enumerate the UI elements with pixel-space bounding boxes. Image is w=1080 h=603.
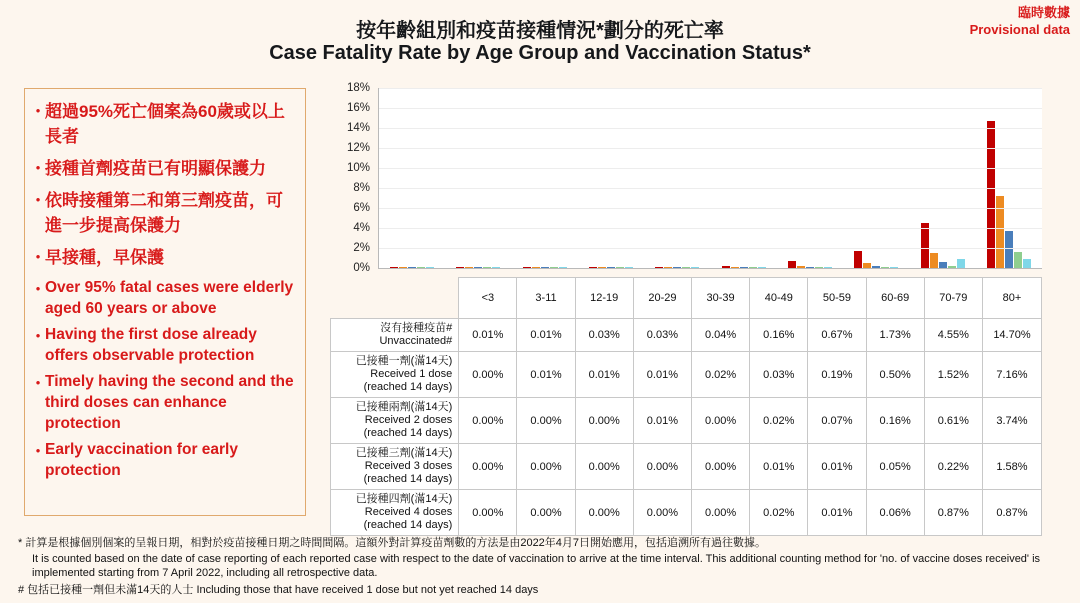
bar-group bbox=[909, 88, 975, 268]
bullet-dot-icon: • bbox=[35, 192, 41, 207]
table-cell: 0.01% bbox=[633, 398, 691, 444]
key-point bbox=[31, 156, 297, 181]
bar bbox=[390, 267, 398, 269]
key-point-text: 依時接種第二和第三劑疫苗，可進一步提高保護力 bbox=[45, 191, 283, 235]
table-cell: 0.03% bbox=[633, 319, 691, 352]
y-axis-tick-label: 12% bbox=[346, 142, 370, 154]
table-cell: 0.00% bbox=[633, 444, 691, 490]
bar bbox=[797, 266, 805, 268]
plot-area bbox=[378, 88, 1042, 269]
column-header: 60-69 bbox=[866, 278, 924, 319]
provisional-data-en: Provisional data bbox=[969, 22, 1070, 37]
bar bbox=[664, 267, 672, 269]
bar bbox=[408, 267, 416, 269]
gridline bbox=[379, 188, 1042, 189]
bar bbox=[492, 267, 500, 269]
table-cell: 0.00% bbox=[459, 352, 517, 398]
bullet-dot-icon: • bbox=[35, 443, 41, 458]
bar bbox=[890, 267, 898, 269]
row-label-en2: (reached 14 days) bbox=[363, 381, 453, 393]
table-cell: 0.00% bbox=[633, 490, 691, 536]
key-point bbox=[31, 324, 297, 366]
row-label bbox=[331, 490, 459, 536]
row-label bbox=[331, 444, 459, 490]
table-cell: 3.74% bbox=[982, 398, 1041, 444]
table-cell: 0.00% bbox=[459, 490, 517, 536]
y-axis-tick-label: 18% bbox=[346, 82, 370, 94]
table-cell: 0.61% bbox=[924, 398, 982, 444]
table-row bbox=[331, 490, 1042, 536]
table-cell: 0.02% bbox=[750, 398, 808, 444]
footnote-1-en: It is counted based on the date of case reporting of each reported case with respect to the date of vaccination to arrive at the time interval. This additional counting method for 'no. of vaccine doses received' is implemented starting from 7 April 2022, including all retrospective data. bbox=[32, 553, 1041, 579]
footnotes bbox=[18, 536, 1068, 597]
column-header: 80+ bbox=[982, 278, 1041, 319]
y-axis-tick-label: 0% bbox=[353, 262, 370, 274]
bar-group bbox=[512, 88, 578, 268]
key-point-text: 接種首劑疫苗已有明顯保護力 bbox=[45, 159, 266, 178]
row-label bbox=[331, 319, 459, 352]
bar bbox=[523, 267, 531, 269]
table-cell: 0.87% bbox=[982, 490, 1041, 536]
column-header: <3 bbox=[459, 278, 517, 319]
key-point-text: Having the first dose already offers observable protection bbox=[45, 326, 257, 364]
gridline bbox=[379, 128, 1042, 129]
table-cell: 0.03% bbox=[750, 352, 808, 398]
y-axis-tick-label: 14% bbox=[346, 122, 370, 134]
row-label-zh: 已接種一劑(滿14天) bbox=[355, 355, 453, 367]
y-axis-tick-label: 16% bbox=[346, 102, 370, 114]
bar bbox=[417, 267, 425, 269]
footnote-1-zh: * 計算是根據個別個案的呈報日期，相對於疫苗接種日期之時間間隔。這額外對計算疫苗劑數的方法是由2022年4月7日開始應用，包括追溯所有過往數據。 bbox=[18, 537, 767, 549]
bar bbox=[1023, 259, 1031, 268]
bar bbox=[598, 267, 606, 269]
key-point bbox=[31, 99, 297, 149]
key-points-panel bbox=[24, 88, 306, 516]
row-label-en: Received 4 doses bbox=[364, 506, 453, 518]
bar-group bbox=[777, 88, 843, 268]
bar bbox=[559, 267, 567, 269]
key-point-text: Early vaccination for early protection bbox=[45, 441, 238, 479]
table-cell: 0.02% bbox=[750, 490, 808, 536]
column-header: 30-39 bbox=[692, 278, 750, 319]
table-cell: 14.70% bbox=[982, 319, 1041, 352]
bar bbox=[930, 253, 938, 268]
bar bbox=[465, 267, 473, 269]
bar bbox=[541, 267, 549, 269]
bar bbox=[948, 266, 956, 268]
bar-group bbox=[578, 88, 644, 268]
table-cell: 0.16% bbox=[750, 319, 808, 352]
bar bbox=[625, 267, 633, 269]
table-cell: 0.01% bbox=[459, 319, 517, 352]
table-cell: 0.00% bbox=[517, 398, 575, 444]
table-cell: 1.52% bbox=[924, 352, 982, 398]
table-cell: 0.00% bbox=[459, 444, 517, 490]
page-title-en: Case Fatality Rate by Age Group and Vaccination Status* bbox=[269, 42, 811, 64]
table-cell: 0.01% bbox=[575, 352, 633, 398]
table-cell: 0.50% bbox=[866, 352, 924, 398]
table-cell: 0.00% bbox=[517, 444, 575, 490]
table-cell: 0.01% bbox=[517, 352, 575, 398]
table-row bbox=[331, 398, 1042, 444]
table-cell: 0.00% bbox=[575, 490, 633, 536]
bar-group bbox=[710, 88, 776, 268]
y-axis-tick-label: 2% bbox=[353, 242, 370, 254]
table-cell: 0.01% bbox=[633, 352, 691, 398]
bar bbox=[806, 267, 814, 269]
bullet-dot-icon: • bbox=[35, 160, 41, 175]
bar bbox=[987, 121, 995, 268]
bar bbox=[691, 267, 699, 269]
row-label-zh: 已接種三劑(滿14天) bbox=[355, 447, 453, 459]
table-row bbox=[331, 319, 1042, 352]
bar bbox=[1005, 231, 1013, 268]
table-cell: 0.00% bbox=[692, 398, 750, 444]
table-cell: 0.22% bbox=[924, 444, 982, 490]
gridline bbox=[379, 208, 1042, 209]
table-row bbox=[331, 444, 1042, 490]
table-cell: 0.00% bbox=[575, 444, 633, 490]
bar-group bbox=[843, 88, 909, 268]
bar bbox=[758, 267, 766, 269]
table-cell: 0.87% bbox=[924, 490, 982, 536]
row-label-en: Unvaccinated# bbox=[379, 335, 453, 347]
table-cell: 0.00% bbox=[692, 490, 750, 536]
gridline bbox=[379, 168, 1042, 169]
gridline bbox=[379, 248, 1042, 249]
bar bbox=[483, 267, 491, 269]
table-row bbox=[331, 352, 1042, 398]
key-point-text: 早接種，早保護 bbox=[45, 248, 164, 267]
key-point bbox=[31, 277, 297, 319]
table-cell: 0.06% bbox=[866, 490, 924, 536]
bar bbox=[722, 266, 730, 268]
bar bbox=[881, 267, 889, 269]
bullet-dot-icon: • bbox=[35, 249, 41, 264]
row-label-en: Received 3 doses bbox=[364, 460, 453, 472]
row-label bbox=[331, 398, 459, 444]
table-cell: 0.01% bbox=[517, 319, 575, 352]
gridline bbox=[379, 148, 1042, 149]
table-cell: 7.16% bbox=[982, 352, 1041, 398]
row-label-en: Received 2 doses bbox=[364, 414, 453, 426]
bar bbox=[673, 267, 681, 269]
bar bbox=[532, 267, 540, 269]
bar bbox=[607, 267, 615, 269]
column-header: 3-11 bbox=[517, 278, 575, 319]
column-header: 20-29 bbox=[633, 278, 691, 319]
bar bbox=[426, 267, 434, 269]
table-cell: 0.01% bbox=[750, 444, 808, 490]
column-header: 12-19 bbox=[575, 278, 633, 319]
gridline bbox=[379, 88, 1042, 89]
column-header: 40-49 bbox=[750, 278, 808, 319]
provisional-data-zh: 臨時數據 bbox=[1017, 5, 1070, 20]
bar bbox=[399, 267, 407, 269]
bar bbox=[854, 251, 862, 268]
gridline bbox=[379, 108, 1042, 109]
row-label-en: Received 1 dose bbox=[370, 368, 453, 380]
bar bbox=[616, 267, 624, 269]
key-point bbox=[31, 439, 297, 481]
bar bbox=[474, 267, 482, 269]
gridline bbox=[379, 228, 1042, 229]
bar bbox=[939, 262, 947, 268]
bar bbox=[1014, 252, 1022, 268]
table-cell: 0.01% bbox=[808, 490, 866, 536]
key-point bbox=[31, 245, 297, 270]
y-axis-tick-label: 8% bbox=[353, 182, 370, 194]
bar-group bbox=[379, 88, 445, 268]
table-cell: 0.19% bbox=[808, 352, 866, 398]
key-point-text: Timely having the second and the third doses can enhance protection bbox=[45, 373, 294, 432]
table-cell: 1.58% bbox=[982, 444, 1041, 490]
row-label-en2: (reached 14 days) bbox=[363, 519, 453, 531]
page-title-zh: 按年齡組別和疫苗接種情況*劃分的死亡率 bbox=[356, 20, 724, 42]
table-cell: 0.01% bbox=[808, 444, 866, 490]
bar bbox=[863, 263, 871, 268]
bar-group bbox=[644, 88, 710, 268]
table-cell: 0.00% bbox=[517, 490, 575, 536]
column-header: 70-79 bbox=[924, 278, 982, 319]
column-header: 50-59 bbox=[808, 278, 866, 319]
key-point bbox=[31, 188, 297, 238]
bar bbox=[749, 267, 757, 269]
bar bbox=[655, 267, 663, 269]
bar bbox=[731, 267, 739, 269]
table-cell: 0.16% bbox=[866, 398, 924, 444]
key-point-text: 超過95%死亡個案為60歲或以上長者 bbox=[45, 102, 285, 146]
bar bbox=[682, 267, 690, 269]
table-cell: 0.67% bbox=[808, 319, 866, 352]
y-axis bbox=[330, 82, 374, 274]
bar-groups bbox=[379, 88, 1042, 268]
bullet-dot-icon: • bbox=[35, 103, 41, 118]
bar bbox=[589, 267, 597, 269]
y-axis-tick-label: 10% bbox=[346, 162, 370, 174]
bar-group bbox=[445, 88, 511, 268]
table-cell: 0.03% bbox=[575, 319, 633, 352]
bar bbox=[740, 267, 748, 269]
row-label-en2: (reached 14 days) bbox=[363, 427, 453, 439]
footnote-2: # 包括已接種一劑但未滿14天的人士 Including those that have received 1 dose but not yet reached 14 days bbox=[18, 584, 539, 596]
bar bbox=[921, 223, 929, 269]
bullet-dot-icon: • bbox=[35, 375, 41, 390]
bar-group bbox=[976, 88, 1042, 268]
bar bbox=[957, 259, 965, 268]
bar bbox=[550, 267, 558, 269]
bar bbox=[815, 267, 823, 269]
bullet-dot-icon: • bbox=[35, 281, 41, 296]
table-cell: 1.73% bbox=[866, 319, 924, 352]
data-table bbox=[330, 277, 1042, 536]
row-label bbox=[331, 352, 459, 398]
table-header-row bbox=[331, 278, 1042, 319]
y-axis-tick-label: 6% bbox=[353, 202, 370, 214]
bar bbox=[824, 267, 832, 269]
bullet-dot-icon: • bbox=[35, 328, 41, 343]
bar bbox=[788, 261, 796, 268]
table-cell: 0.00% bbox=[575, 398, 633, 444]
row-label-zh: 已接種兩劑(滿14天) bbox=[355, 401, 453, 413]
table-cell: 0.02% bbox=[692, 352, 750, 398]
row-label-zh: 已接種四劑(滿14天) bbox=[355, 493, 453, 505]
bar bbox=[872, 266, 880, 268]
table-cell: 0.05% bbox=[866, 444, 924, 490]
key-point-text: Over 95% fatal cases were elderly aged 60 years or above bbox=[45, 279, 294, 317]
table-cell: 0.07% bbox=[808, 398, 866, 444]
table-corner bbox=[331, 278, 459, 319]
table-cell: 0.00% bbox=[459, 398, 517, 444]
table-cell: 4.55% bbox=[924, 319, 982, 352]
table-cell: 0.00% bbox=[692, 444, 750, 490]
row-label-zh: 沒有接種疫苗# bbox=[380, 322, 453, 334]
key-point bbox=[31, 371, 297, 434]
y-axis-tick-label: 4% bbox=[353, 222, 370, 234]
bar bbox=[456, 267, 464, 269]
chart bbox=[330, 82, 1042, 283]
table-cell: 0.04% bbox=[692, 319, 750, 352]
row-label-en2: (reached 14 days) bbox=[363, 473, 453, 485]
